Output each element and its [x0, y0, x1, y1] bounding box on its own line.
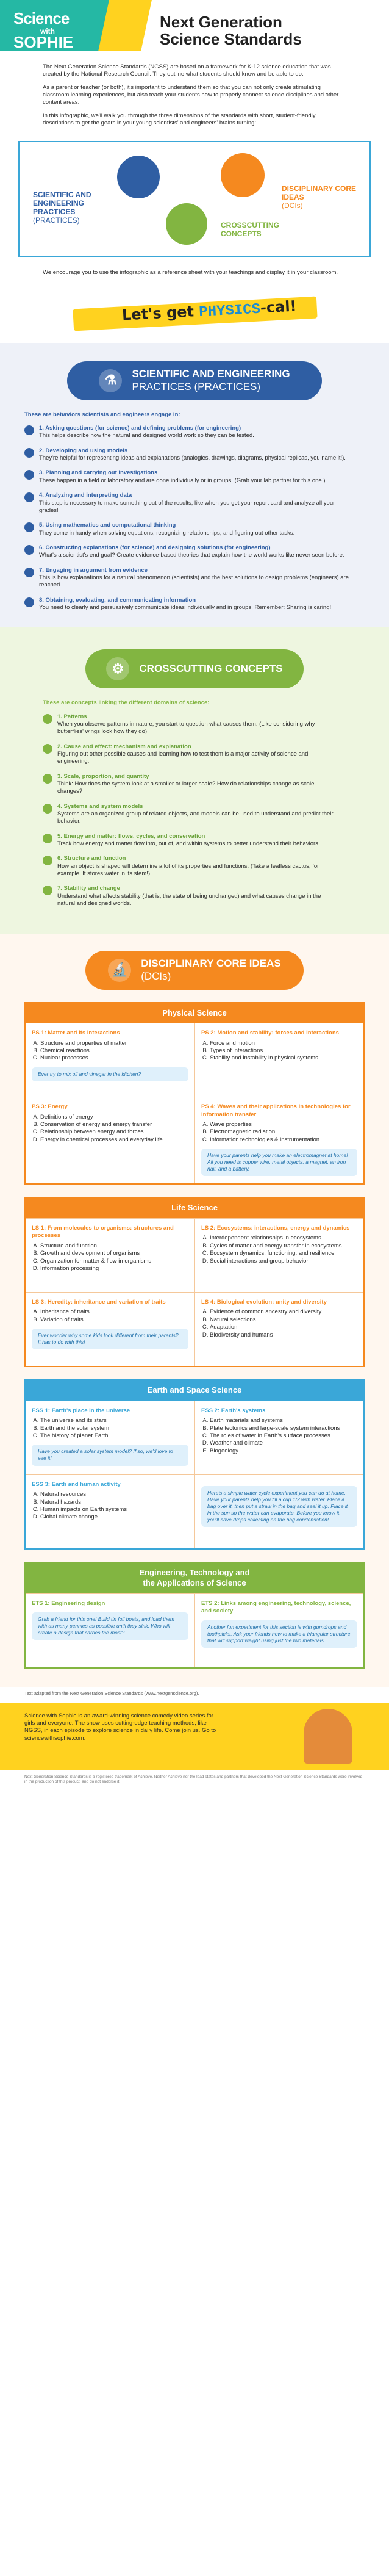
trademark-note: Next Generation Science Standards is a registered trademark of Achieve. Neither Achieve nor the lead states and partners that developed the Next Generation Science Standards were involved in the production of this product, and do not endorse it.	[24, 1774, 363, 1784]
practice-desc: Track how energy and matter flow into, out of, and within systems to better understand their behaviors.	[57, 840, 320, 848]
sep-list	[0, 400, 389, 612]
physics-post: -cal!	[260, 297, 298, 317]
dci-cell-item: A. Structure and function	[40, 1243, 188, 1250]
logo-science: Science	[13, 9, 70, 27]
practice-body	[39, 425, 254, 440]
dci-cell-item: C. The roles of water in Earth's surface processes	[210, 1432, 357, 1440]
sep-banner-line2: PRACTICES (PRACTICES)	[132, 380, 261, 392]
intro-p3: In this infographic, we'll walk you through the three dimensions of the standards with short, student-friendly descriptions to get the gears in your young scientists' and engineers' brains turning:	[43, 112, 316, 127]
dci-cell-item: C. The history of planet Earth	[40, 1432, 188, 1440]
practice-item	[24, 447, 365, 463]
dci-cell-item: D. Social interactions and group behavior	[210, 1258, 357, 1265]
dim-dci-label: DISCIPLINARY CORE IDEAS	[282, 184, 357, 202]
flask-icon	[117, 156, 160, 198]
practice-desc: They come in handy when solving equations, recognizing relationships, and figuring out other tasks.	[39, 529, 295, 536]
dci-cell-item: D. Biodiversity and humans	[210, 1332, 357, 1339]
dci-cell-item: A. Force and motion	[210, 1040, 357, 1047]
practice-body	[39, 567, 352, 590]
practice-icon	[24, 425, 34, 435]
physical-row	[26, 1023, 363, 1097]
dci-cell-item: C. Nuclear processes	[40, 1055, 188, 1062]
practice-title: 1. Asking questions (for science) and defining problems (for engineering)	[39, 425, 241, 432]
dci-tip: Grab a friend for this one! Build tin foil boats, and load them with as many pennies as possible until they sink. Who will create a design that carries the most?	[32, 1612, 188, 1640]
dci-cell-list	[201, 1121, 357, 1144]
dimensions-box	[18, 141, 371, 257]
practice-item	[24, 425, 365, 440]
logo	[13, 9, 73, 51]
practice-body	[57, 773, 334, 796]
dim-sep	[33, 191, 112, 225]
practice-icon	[24, 597, 34, 607]
gears-icon	[166, 203, 207, 245]
life-science-grid	[24, 1197, 365, 1367]
dci-cell-item: B. Plate tectonics and large-scale system interactions	[210, 1425, 357, 1432]
practice-desc: What's a scientist's end goal? Create evidence-based theories that explain how the world works like never seen before.	[39, 552, 344, 559]
dci-cell-item: B. Types of interactions	[210, 1047, 357, 1055]
dci-cell-title: ESS 2: Earth's systems	[201, 1407, 266, 1415]
dim-dci	[282, 185, 361, 210]
dci-cell-item: A. Evidence of common ancestry and diversity	[210, 1308, 357, 1316]
practice-body	[39, 469, 325, 485]
title-line-2: Science Standards	[160, 30, 302, 49]
footnote: Text adapted from the Next Generation Science Standards (www.nextgenscience.org).	[24, 1690, 199, 1696]
physical-row	[26, 1097, 363, 1183]
dci-cell-title: LS 3: Heredity: inheritance and variation of traits	[32, 1299, 166, 1306]
practice-item	[43, 885, 346, 907]
dci-cell-title: LS 1: From molecules to organisms: structures and processes	[32, 1225, 174, 1239]
practice-body	[39, 597, 331, 612]
engineering-grid	[24, 1562, 365, 1669]
dci-cell-title: ESS 3: Earth and human activity	[32, 1481, 121, 1488]
practice-item	[24, 522, 365, 537]
dci-cell-list	[32, 1114, 188, 1144]
practice-desc: You need to clearly and persuasively communicate ideas individually and in groups. Remember: Sharing is caring!	[39, 604, 332, 611]
dci-cell-list	[32, 1417, 188, 1440]
dci-cell-item: D. Weather and climate	[210, 1440, 357, 1447]
dci-banner-line2: (DCIs)	[141, 970, 171, 982]
dci-cell	[194, 1097, 363, 1183]
intro-p2: As a parent or teacher (or both), it's important to understand them so that you can not only create stimulating classroom learning experiences, but also teach your students how to properly connect science disciplines and other content areas.	[43, 84, 339, 106]
practice-desc: This step is necessary to make something out of the results, like when you get your report card and analyze all your grades!	[39, 499, 335, 514]
practice-body	[57, 743, 334, 766]
practice-title: 7. Stability and change	[57, 885, 120, 892]
practice-item	[24, 544, 365, 560]
dci-cell-item: D. Energy in chemical processes and everyday life	[40, 1136, 188, 1144]
dci-cell	[26, 1219, 194, 1292]
dci-cell-list	[32, 1243, 188, 1272]
practice-desc: How an object is shaped will determine a lot of its properties and functions. (Take a leafless cactus, for example. It stores water in its stem!)	[57, 862, 319, 878]
dci-cell-title: ETS 2: Links among engineering, technology, science, and society	[201, 1600, 351, 1615]
practice-item	[43, 833, 346, 848]
practice-icon	[43, 774, 52, 784]
practice-icon	[24, 492, 34, 502]
dim-sep-label: SCIENTIFIC AND ENGINEERING PRACTICES	[33, 190, 91, 216]
practice-body	[39, 544, 344, 560]
practice-title: 3. Planning and carrying out investigations	[39, 469, 158, 477]
practice-item	[24, 469, 365, 485]
dci-cell-item: D. Global climate change	[40, 1513, 188, 1521]
practice-icon	[43, 856, 52, 865]
dci-banner	[85, 951, 304, 990]
dci-tip: Ever try to mix oil and vinegar in the kitchen?	[32, 1067, 188, 1081]
sep-lead: These are behaviors scientists and engineers engage in:	[24, 411, 180, 418]
dci-cell-item: A. Definitions of energy	[40, 1114, 188, 1121]
practice-title: 5. Energy and matter: flows, cycles, and conservation	[57, 832, 205, 840]
dci-cell-list	[201, 1040, 357, 1063]
dci-cell-item: B. Natural hazards	[40, 1499, 188, 1506]
footer	[0, 1703, 389, 1770]
practice-title: 7. Engaging in argument from evidence	[39, 566, 148, 574]
practice-icon	[43, 744, 52, 754]
earth-head: Earth and Space Science	[26, 1380, 363, 1401]
practice-desc: This helps describe how the natural and designed world work so they can be tested.	[39, 432, 254, 439]
practice-body	[39, 492, 352, 514]
dci-cell	[194, 1219, 363, 1292]
dci-cell-item: B. Conservation of energy and energy transfer	[40, 1121, 188, 1128]
sophie-avatar	[304, 1709, 352, 1764]
eng-head-l1: Engineering, Technology and	[139, 1568, 250, 1578]
dci-cell	[26, 1475, 194, 1548]
earth-row	[26, 1474, 363, 1548]
practice-icon	[24, 568, 34, 577]
dci-cell	[26, 1097, 194, 1183]
dci-tip: Here's a simple water cycle experiment you can do at home. Have your parents help you fill a cup 1/2 with water. Place a bag over it, then put a straw in the bag and seal it up. Place it in the sun so the water can evaporate. Before you know it, you'll have drops collecting on the bag condensation!	[201, 1486, 357, 1527]
cc-section	[0, 627, 389, 933]
practice-desc: Understand what affects stability (that is, the state of being unchanged) and what causes change in the natural and designed worlds.	[57, 892, 321, 907]
dci-cell-title: LS 2: Ecosystems: interactions, energy and dynamics	[201, 1225, 350, 1232]
dci-cell-title: ESS 1: Earth's place in the universe	[32, 1407, 130, 1415]
practice-title: 2. Developing and using models	[39, 447, 128, 454]
practice-title: 2. Cause and effect: mechanism and explanation	[57, 743, 191, 750]
dci-tip: Ever wonder why some kids look different from their parents? It has to do with this!	[32, 1329, 188, 1349]
dim-sep-abbr: (PRACTICES)	[33, 215, 80, 225]
practice-desc: These happen in a field or laboratory and are done individually or in groups. (Grab your lab partner for this one.)	[39, 477, 326, 484]
gears-icon: ⚙	[106, 657, 129, 680]
dci-cell	[194, 1401, 363, 1474]
practice-item	[24, 492, 365, 514]
dci-cell-item: A. The universe and its stars	[40, 1417, 188, 1424]
dci-cell-item: B. Cycles of matter and energy transfer in ecosystems	[210, 1243, 357, 1250]
practice-desc: Think: How does the system look at a smaller or larger scale? How do relationships change as scale changes?	[57, 781, 315, 795]
sep-banner-line1: SCIENTIFIC AND ENGINEERING	[132, 368, 290, 380]
dci-cell-item: B. Chemical reactions	[40, 1047, 188, 1055]
cc-banner-label: CROSSCUTTING CONCEPTS	[139, 663, 283, 675]
practice-body	[57, 803, 334, 826]
eng-row	[26, 1593, 363, 1667]
dci-banner-line1: DISCIPLINARY CORE IDEAS	[141, 958, 281, 970]
dci-cell-list	[32, 1491, 188, 1521]
dci-cell-item: C. Stability and instability in physical systems	[210, 1055, 357, 1062]
practice-item	[43, 713, 346, 736]
dim-dci-abbr: (DCIs)	[282, 201, 303, 210]
dci-cell-item: D. Information processing	[40, 1265, 188, 1272]
cc-lead: These are concepts linking the different domains of science:	[43, 699, 210, 707]
practice-item	[43, 773, 346, 796]
dci-cell-list	[201, 1308, 357, 1338]
dci-tip: Have you created a solar system model? If so, we'd love to see it!	[32, 1445, 188, 1465]
practice-icon	[43, 834, 52, 843]
physics-word: PHYSICS	[198, 301, 261, 321]
dci-cell-item: C. Adaptation	[210, 1324, 357, 1331]
practice-body	[39, 522, 294, 537]
practice-icon	[24, 545, 34, 555]
dci-section	[0, 934, 389, 1687]
dci-cell	[26, 1594, 194, 1667]
practice-item	[24, 567, 365, 590]
dim-cc: CROSSCUTTING CONCEPTS	[221, 221, 279, 239]
dci-cell-item: B. Earth and the solar system	[40, 1425, 188, 1432]
practice-desc: This is how explanations for a natural phenomenon (scientists) and the best solutions to design problems (engineers) are reached.	[39, 574, 349, 589]
logo-sophie: SOPHIE	[13, 33, 74, 51]
practice-icon	[24, 448, 34, 458]
practice-title: 1. Patterns	[57, 713, 87, 720]
intro-p1: The Next Generation Science Standards (NGSS) are based on a framework for K-12 science education that was created by the National Research Council. They outline what students should know and be able to do.	[43, 63, 331, 78]
practice-desc: Figuring out other possible causes and learning how to test them is a major activity of science and engineering.	[57, 751, 309, 765]
flask-icon: ⚗	[99, 369, 122, 392]
dci-cell	[26, 1293, 194, 1366]
dci-cell-item: A. Structure and properties of matter	[40, 1040, 188, 1047]
dci-cell-item: C. Organization for matter & flow in organisms	[40, 1258, 188, 1265]
dci-cell	[26, 1401, 194, 1474]
practice-item	[43, 743, 346, 766]
physics-banner	[0, 286, 389, 334]
intro	[0, 51, 389, 137]
physics-text	[121, 297, 297, 326]
practice-icon	[24, 522, 34, 532]
logo-with: with	[40, 26, 55, 35]
practice-item	[24, 597, 365, 612]
dci-cell	[194, 1023, 363, 1097]
dci-cell-item: A. Wave properties	[210, 1121, 357, 1128]
physical-head: Physical Science	[26, 1003, 363, 1023]
dci-cell-title: PS 1: Matter and its interactions	[32, 1030, 120, 1037]
dci-cell-item: A. Natural resources	[40, 1491, 188, 1498]
practice-title: 4. Analyzing and interpreting data	[39, 492, 132, 499]
dci-cell-item: B. Natural selections	[210, 1316, 357, 1324]
life-row	[26, 1292, 363, 1366]
dci-cell-item: A. Interdependent relationships in ecosystems	[210, 1235, 357, 1242]
practice-title: 4. Systems and system models	[57, 803, 143, 810]
practice-icon	[43, 886, 52, 895]
dci-cell	[26, 1023, 194, 1097]
eng-head	[26, 1563, 363, 1593]
practice-body	[57, 885, 334, 907]
cc-banner	[85, 649, 304, 688]
dci-cell	[194, 1475, 363, 1548]
practice-body	[39, 447, 346, 463]
dci-tip: Have your parents help you make an electromagnet at home! All you need is copper wire, metal objects, a magnet, an iron nail, and a battery.	[201, 1149, 357, 1176]
dci-cell-item: E. Biogeology	[210, 1448, 357, 1455]
eng-head-l2: the Applications of Science	[143, 1578, 246, 1587]
practice-title: 3. Scale, proportion, and quantity	[57, 773, 149, 780]
dci-tip: Another fun experiment for this section is with gumdrops and toothpicks. Ask your friends how to make a triangular structure that will support weight using just the two materials.	[201, 1620, 357, 1648]
dci-cell-list	[32, 1308, 188, 1324]
earth-row	[26, 1401, 363, 1474]
title-line-1: Next Generation	[160, 13, 282, 31]
life-row	[26, 1218, 363, 1292]
practice-body	[57, 833, 320, 848]
dci-cell-item: B. Growth and development of organisms	[40, 1250, 188, 1257]
dci-cell-title: PS 4: Waves and their applications in technologies for information transfer	[201, 1103, 351, 1118]
dci-cell-list	[201, 1417, 357, 1455]
practice-body	[57, 855, 334, 878]
dci-cell-item: B. Electromagnetic radiation	[210, 1128, 357, 1136]
dci-cell	[194, 1293, 363, 1366]
life-head: Life Science	[26, 1198, 363, 1218]
practice-title: 8. Obtaining, evaluating, and communicating information	[39, 596, 196, 604]
header	[0, 0, 389, 51]
dci-cell-title: ETS 1: Engineering design	[32, 1600, 105, 1607]
practice-icon	[43, 714, 52, 724]
dci-cell-item: C. Information technologies & instrumentation	[210, 1136, 357, 1144]
practice-desc: Systems are an organized group of related objects, and models can be used to understand and predict their behavior.	[57, 810, 334, 825]
dci-cell-item: C. Ecosystem dynamics, functioning, and resilience	[210, 1250, 357, 1257]
physics-pre: Let's get	[121, 303, 194, 324]
earth-science-grid	[24, 1379, 365, 1550]
sep-section	[0, 343, 389, 628]
practice-title: 5. Using mathematics and computational thinking	[39, 522, 176, 529]
practice-icon	[24, 470, 34, 480]
sep-banner	[67, 361, 322, 400]
dci-cell-item: C. Relationship between energy and forces	[40, 1128, 188, 1136]
dci-cell-list	[201, 1235, 357, 1265]
footer-text: Science with Sophie is an award-winning science comedy video series for girls and everyone. The show uses cutting-edge teaching methods, like NGSS, in each episode to explore science in daily life. Come join us. Go to sciencewithsophie.com.	[24, 1712, 216, 1742]
dci-cell-list	[32, 1040, 188, 1063]
practice-body	[57, 713, 334, 736]
dci-cell-item: A. Earth materials and systems	[210, 1417, 357, 1424]
dci-cell-item: C. Human impacts on Earth systems	[40, 1506, 188, 1513]
practice-item	[43, 803, 346, 826]
microscope-icon: 🔬	[108, 959, 131, 982]
dci-cell-title: PS 2: Motion and stability: forces and interactions	[201, 1030, 339, 1037]
dci-cell-item: A. Inheritance of traits	[40, 1308, 188, 1316]
practice-desc: When you observe patterns in nature, you start to question what causes them. (Like considering why butterflies' wings look how they do)	[57, 720, 315, 735]
practice-title: 6. Constructing explanations (for science) and designing solutions (for engineering)	[39, 544, 271, 551]
practice-item	[43, 855, 346, 878]
dci-cell-title: LS 4: Biological evolution: unity and diversity	[201, 1299, 327, 1306]
practice-desc: They're helpful for representing ideas and explanations (analogies, drawings, diagrams, physical replicas, you name it!).	[39, 455, 346, 462]
microscope-icon	[221, 153, 265, 197]
physical-science-grid	[24, 1002, 365, 1185]
cc-list	[18, 688, 371, 907]
practice-title: 6. Structure and function	[57, 855, 126, 862]
page-title	[160, 13, 302, 48]
practice-icon	[43, 804, 52, 814]
dci-cell-title: PS 3: Energy	[32, 1103, 68, 1111]
reference-note: We encourage you to use the infographic as a reference sheet with your teachings and display it in your classroom.	[43, 269, 338, 276]
dci-cell-item: B. Variation of traits	[40, 1316, 188, 1324]
dci-cell	[194, 1594, 363, 1667]
